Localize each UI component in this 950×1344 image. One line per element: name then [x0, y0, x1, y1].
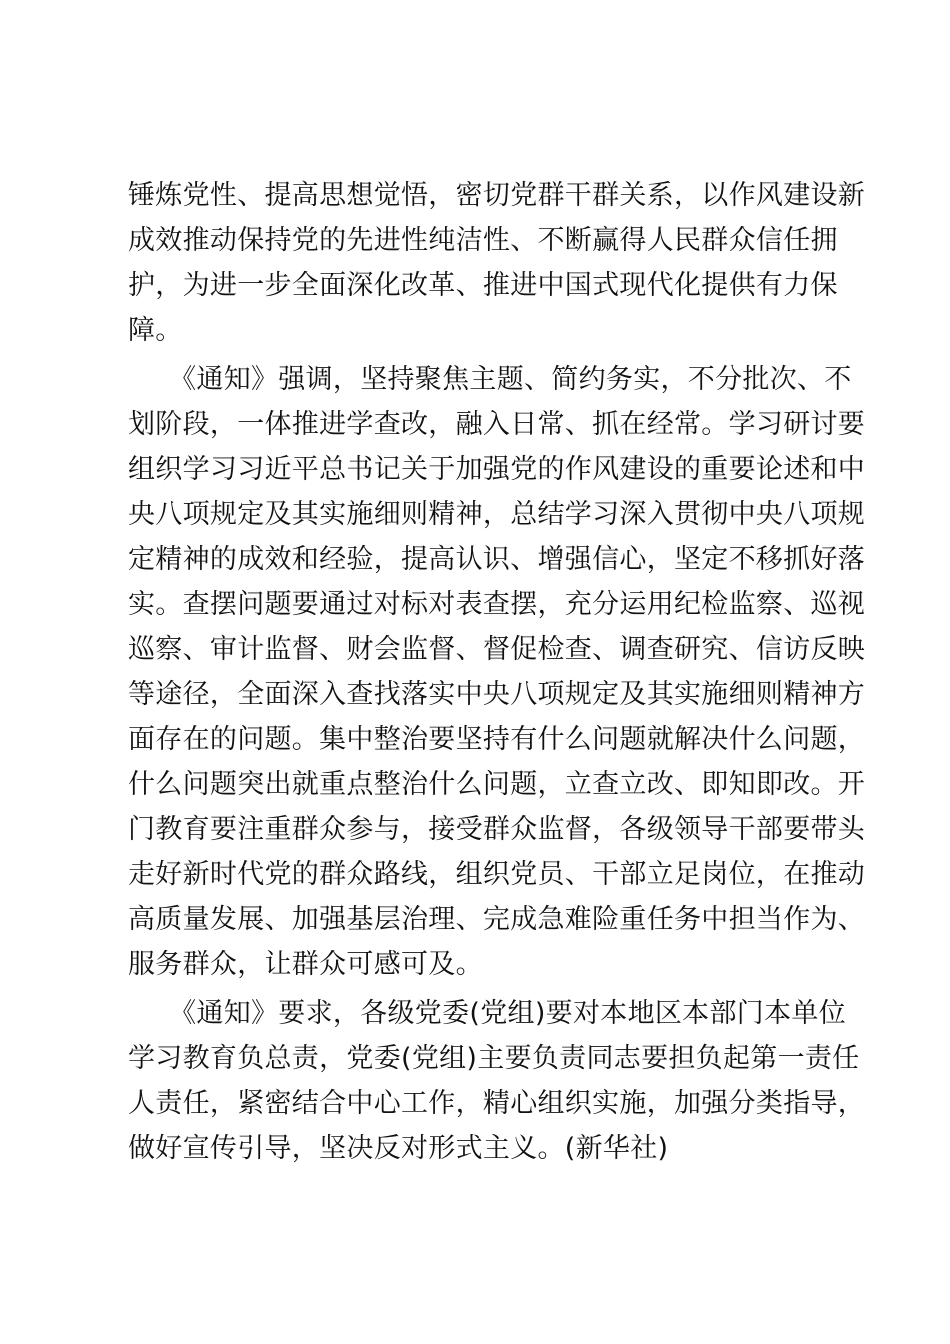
text-line: 等途径，全面深入查找落实中央八项规定及其实施细则精神方	[128, 679, 866, 710]
text-line: 学习教育负总责，党委(党组)主要负责同志要担负起第一责任	[128, 1043, 860, 1074]
text-line: 做好宣传引导，坚决反对形式主义。(新华社)	[128, 1133, 669, 1164]
text-line: 组织学习习近平总书记关于加强党的作风建设的重要论述和中	[128, 454, 866, 485]
text-line: 门教育要注重群众参与，接受群众监督，各级领导干部要带头	[128, 814, 866, 845]
text-line: 障。	[128, 315, 183, 346]
text-line: 央八项规定及其实施细则精神，总结学习深入贯彻中央八项规	[128, 499, 866, 530]
paragraph-3	[128, 991, 866, 1171]
text-line: 《通知》要求，各级党委(党组)要对本地区本部门本单位	[128, 998, 846, 1029]
article-body	[128, 173, 866, 1171]
text-line: 面存在的问题。集中整治要坚持有什么问题就解决什么问题，	[128, 724, 866, 755]
text-line: 锤炼党性、提高思想觉悟，密切党群干群关系，以作风建设新	[128, 180, 866, 211]
paragraph-2	[128, 357, 866, 987]
text-line: 成效推动保持党的先进性纯洁性、不断赢得人民群众信任拥	[128, 225, 838, 256]
text-line: 实。查摆问题要通过对标对表查摆，充分运用纪检监察、巡视	[128, 589, 866, 620]
text-line: 服务群众，让群众可感可及。	[128, 949, 483, 980]
text-line: 护，为进一步全面深化改革、推进中国式现代化提供有力保	[128, 270, 838, 301]
text-line: 走好新时代党的群众路线，组织党员、干部立足岗位，在推动	[128, 859, 866, 890]
text-line: 《通知》强调，坚持聚焦主题、简约务实，不分批次、不	[128, 364, 852, 395]
text-line: 巡察、审计监督、财会监督、督促检查、调查研究、信访反映	[128, 634, 866, 665]
text-line: 什么问题突出就重点整治什么问题，立查立改、即知即改。开	[128, 769, 866, 800]
text-line: 高质量发展、加强基层治理、完成急难险重任务中担当作为、	[128, 904, 866, 935]
text-line: 划阶段，一体推进学查改，融入日常、抓在经常。学习研讨要	[128, 409, 866, 440]
text-line: 定精神的成效和经验，提高认识、增强信心，坚定不移抓好落	[128, 544, 866, 575]
text-line: 人责任，紧密结合中心工作，精心组织实施，加强分类指导，	[128, 1088, 866, 1119]
paragraph-1	[128, 173, 866, 353]
